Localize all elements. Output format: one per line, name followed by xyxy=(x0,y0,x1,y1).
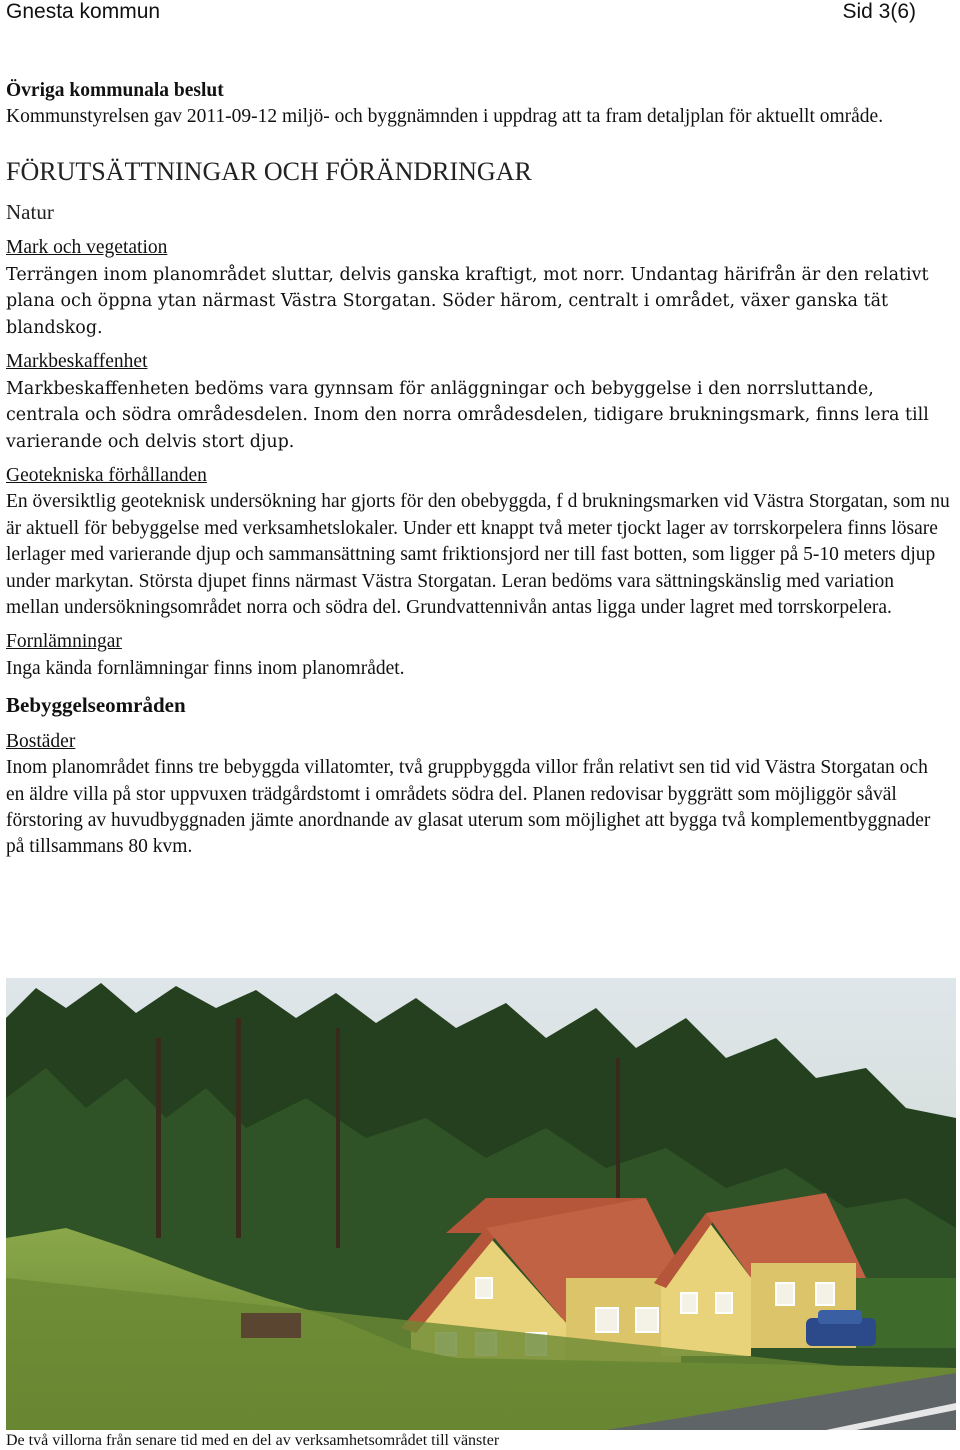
mark-vegetation-text: Terrängen inom planområdet sluttar, delvis ganska kraftigt, mot norr. Undantag härifrån är den relativt plana och öppna ytan närmast Västra Storgatan. Söder härom, centralt i området, växer ganska tät blandskog. xyxy=(6,264,929,338)
markbeskaffenhet-heading: Markbeskaffenhet xyxy=(6,351,148,373)
page-header xyxy=(0,0,960,30)
municipality-name: Gnesta kommun xyxy=(6,0,161,23)
bostader-heading: Bostäder xyxy=(6,730,76,752)
houses-photo xyxy=(6,978,956,1430)
mark-vegetation-heading: Mark och vegetation xyxy=(6,237,168,259)
ovriga-text: Kommunstyrelsen gav 2011-09-12 miljö- och byggnämnden i uppdrag att ta fram detaljplan för aktuellt område. xyxy=(6,106,884,128)
geoteknik-text: En översiktlig geoteknisk undersökning har gjorts för den obebyggda, f d brukningsmarken vid Västra Storgatan, som nu är aktuell för bebyggelse med verksamhetslokaler. Under ett knappt två meter tjockt lager av torrskorpelera finns lösare lerlager med varierande djup och sammansättning samt friktionsjord ner till fast botten, som ligger på 5-10 meters djup under markytan. Största djupet finns närmast Västra Storgatan. Leran bedöms vara sättningskänslig med variation mellan undersökningsområdet norra och södra del. Grundvattennivån antas ligga under lagret med torrskorpelera. xyxy=(6,491,950,619)
photo-caption: De två villorna från senare tid med en del av verksamhetsområdet till vänster xyxy=(6,1432,500,1449)
document-body xyxy=(6,78,951,861)
fornlamningar-text: Inga kända fornlämningar finns inom planområdet. xyxy=(6,657,405,679)
main-heading: FÖRUTSÄTTNINGAR OCH FÖRÄNDRINGAR xyxy=(6,156,532,186)
photo-illustration xyxy=(6,978,956,1430)
geoteknik-heading: Geotekniska förhållanden xyxy=(6,465,207,487)
fornlamningar-heading: Fornlämningar xyxy=(6,631,122,653)
markbeskaffenhet-text: Markbeskaffenheten bedöms vara gynnsam för anläggningar och bebyggelse i den norrsluttande, centrala och södra områdesdelen. Inom den norra områdesdelen, tidigare brukningsmark, finns lera till varierande och delvis stort djup. xyxy=(6,378,929,452)
bostader-text: Inom planområdet finns tre bebyggda villatomter, två gruppbyggda villor från relativt sen tid vid Västra Storgatan och en äldre villa på stor uppvuxen trädgårdstomt i områdets södra del. Planen redovisar byggrätt som möjliggör såväl förstoring av huvudbyggnaden jämte anordnande av glasat uterum som möjlighet att bygga två komplementbyggnader på tillsammans 80 kvm. xyxy=(6,757,931,858)
bebyggelse-heading: Bebyggelseområden xyxy=(6,693,186,718)
page-number: Sid 3(6) xyxy=(842,0,916,23)
natur-heading: Natur xyxy=(6,199,54,224)
ovriga-heading: Övriga kommunala beslut xyxy=(6,80,224,101)
